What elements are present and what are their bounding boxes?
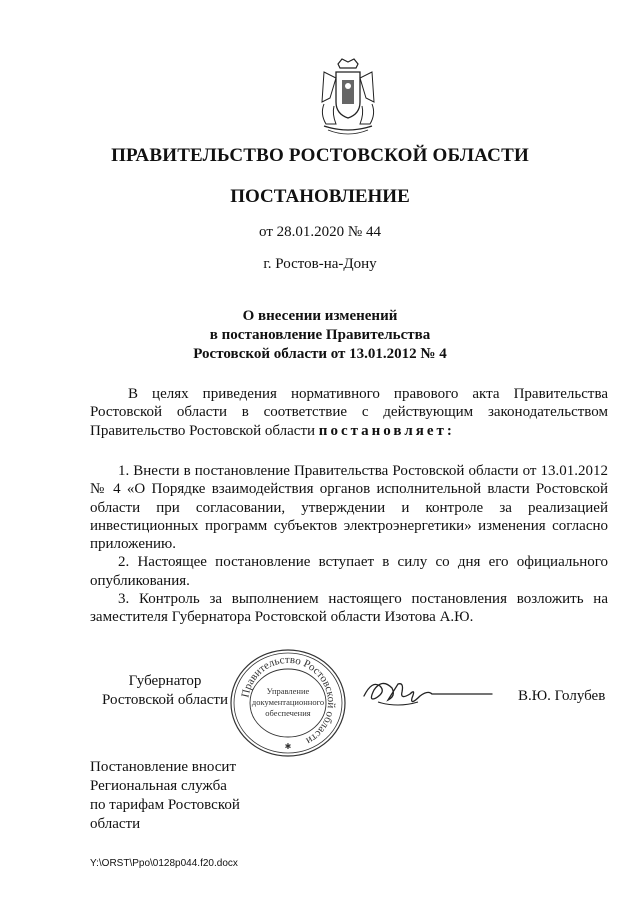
city: г. Ростов-на-Дону — [263, 256, 377, 272]
subject-line: Ростовской области от 13.01.2012 № 4 — [193, 346, 447, 362]
position-line: Губернатор — [128, 673, 202, 689]
coat-of-arms-icon — [316, 58, 380, 136]
preamble — [90, 385, 608, 440]
submitted-by-note — [90, 758, 260, 834]
item-3: 3. Контроль за выполнением настоящего постановления возложить на заместителя Губернатора Ростовской области Изотова А.Ю. — [90, 591, 608, 626]
item-2: 2. Настоящее постановление вступает в силу со дня его официального опубликования. — [90, 554, 608, 589]
file-path: Y:\ORST\Ppo\0128p044.f20.docx — [90, 858, 238, 869]
stamp-inner-line: обеспечения — [265, 708, 311, 718]
stamp-outer-text: Правительство Ростовской области — [239, 653, 338, 747]
government-name: ПРАВИТЕЛЬСТВО РОСТОВСКОЙ ОБЛАСТИ — [111, 145, 529, 166]
resolves-word: постановляет: — [318, 422, 455, 439]
document-subject — [0, 307, 640, 364]
official-stamp — [228, 647, 348, 759]
items-block — [90, 462, 608, 627]
stamp-inner-line: Управление — [266, 686, 310, 696]
subject-line: О внесении изменений — [242, 308, 398, 324]
preamble-text: В целях приведения нормативного правового акта Правительства Ростовской области в соответствие с действующим законодательством Правительство Ростовской области — [90, 386, 608, 439]
stamp-inner-line: документационного — [251, 697, 325, 707]
note-line: Постановление вносит — [90, 759, 237, 775]
item-1: 1. Внести в постановление Правительства Ростовской области от 13.01.2012 № 4 «О Порядке взаимодействия органов исполнительной власти Ростовской области при согласовании, утверждении и контроле за реализацией инвестиционных программ субъектов электроэнергетики» изменения согласно приложению. — [90, 463, 608, 553]
note-line: Региональная служба — [90, 778, 227, 794]
signatory-name: В.Ю. Голубев — [518, 688, 606, 704]
handwritten-signature — [358, 672, 498, 712]
document-type: ПОСТАНОВЛЕНИЕ — [230, 186, 410, 207]
stamp-star-icon: ✱ — [284, 742, 292, 751]
note-line: по тарифам Ростовской — [90, 797, 240, 813]
note-line: области — [90, 816, 141, 832]
date-number: от 28.01.2020 № 44 — [259, 224, 381, 240]
position-line: Ростовской области — [102, 692, 228, 708]
subject-line: в постановление Правительства — [209, 327, 431, 343]
signatory-position — [90, 672, 240, 710]
